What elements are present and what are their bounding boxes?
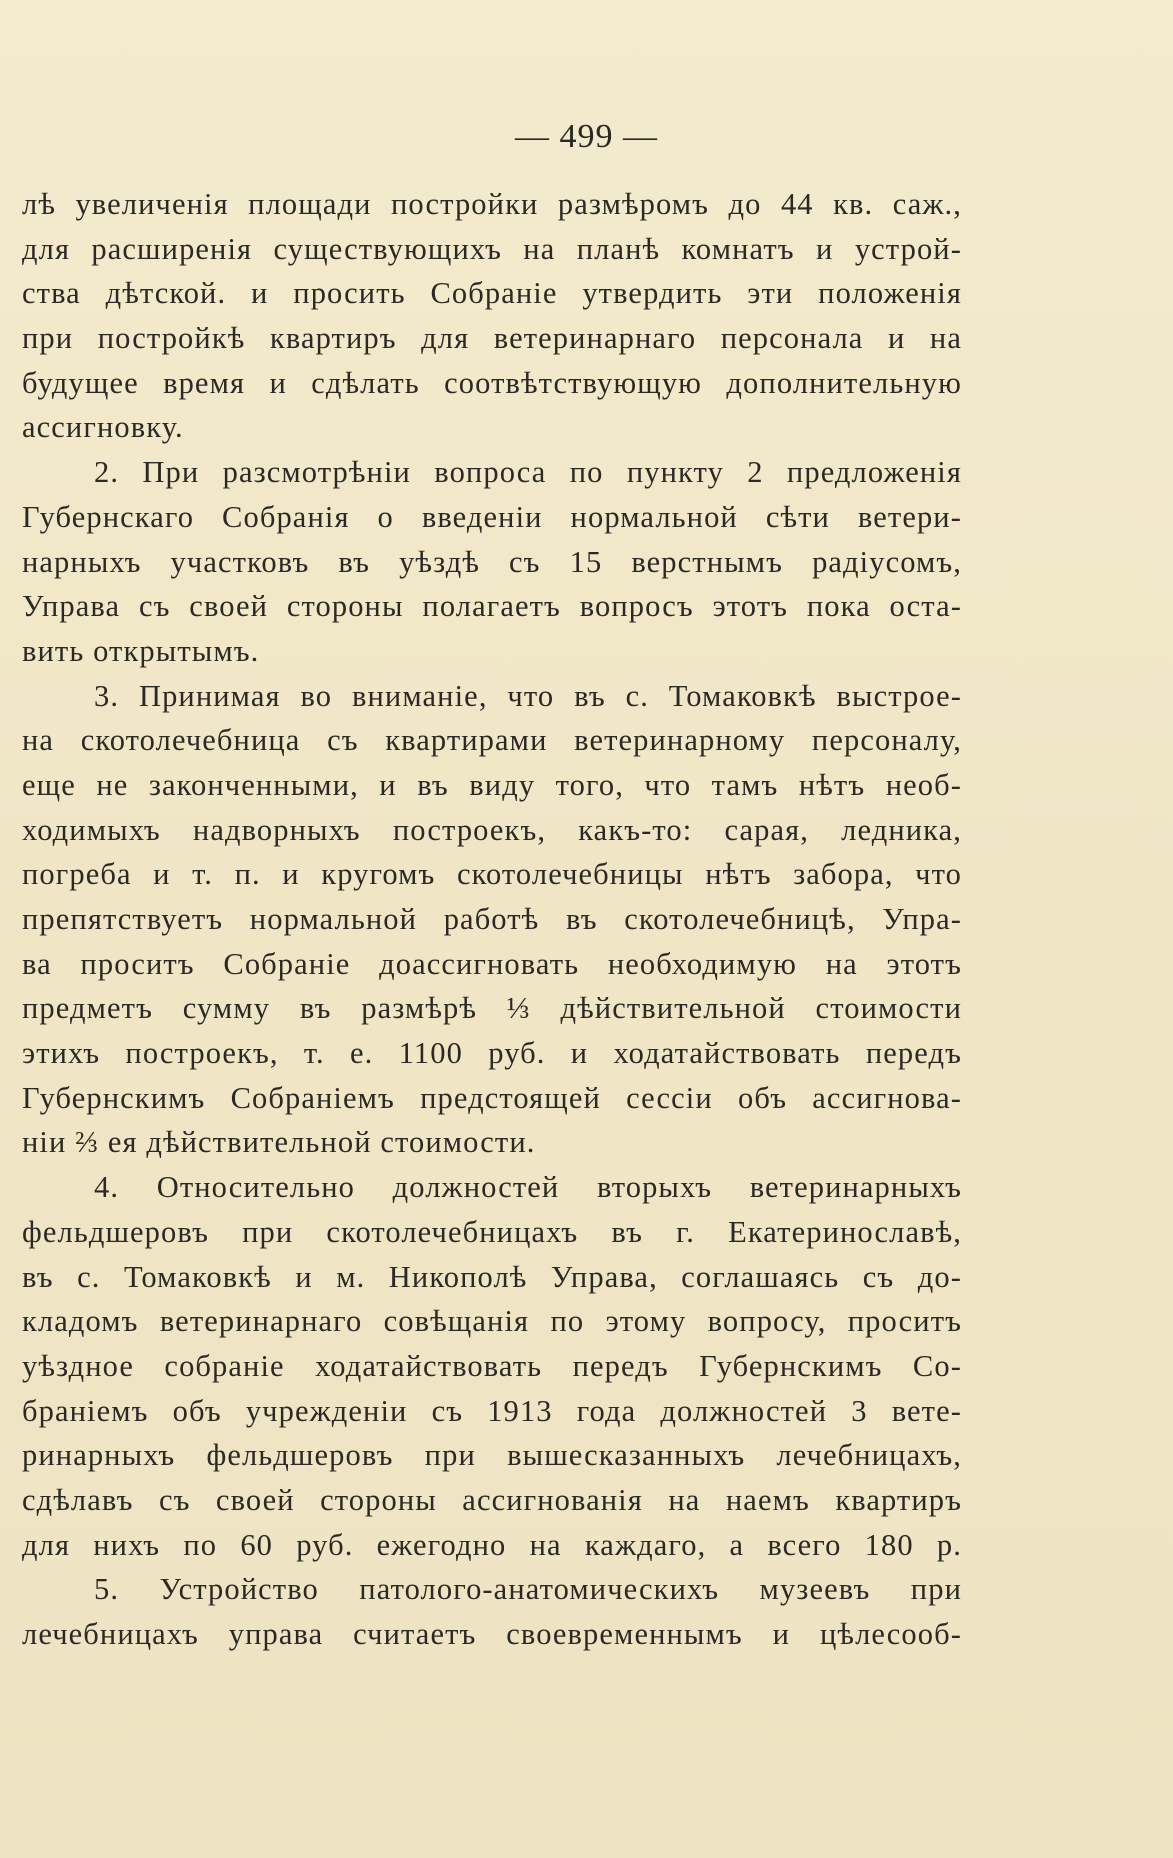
- text-line: этихъ построекъ, т. е. 1100 руб. и ходатайствовать передъ: [22, 1036, 962, 1071]
- text-line: для расширенія существующихъ на планѣ комнатъ и устрой-: [22, 231, 962, 266]
- text-line: вить открытымъ.: [22, 633, 260, 668]
- text-line: для нихъ по 60 руб. ежегодно на каждаго, а всего 180 р.: [22, 1527, 962, 1562]
- text-line: ва проситъ Собраніе доассигновать необходимую на этотъ: [22, 946, 962, 981]
- page-number: — 499 —: [515, 118, 658, 155]
- text-line: предметъ сумму въ размѣрѣ ⅓ дѣйствительной стоимости: [22, 991, 962, 1026]
- text-line: ходимыхъ надворныхъ построекъ, какъ-то: сарая, ледника,: [22, 812, 962, 847]
- text-line: сдѣлавъ съ своей стороны ассигнованія на наемъ квартиръ: [22, 1482, 962, 1517]
- text-line: на скотолечебница съ квартирами ветеринарному персоналу,: [22, 723, 962, 758]
- text-line: Управа съ своей стороны полагаетъ вопросъ этотъ пока оста-: [22, 589, 962, 624]
- text-line: 3. Принимая во вниманіе, что въ с. Томаковкѣ выстрое-: [94, 678, 962, 713]
- text-line: погреба и т. п. и кругомъ скотолечебницы нѣтъ забора, что: [22, 857, 962, 892]
- text-line: будущее время и сдѣлать соотвѣтствующую дополнительную: [22, 365, 962, 400]
- body-text: [22, 182, 962, 1657]
- text-line: ніи ⅔ ея дѣйствительной стоимости.: [22, 1125, 536, 1160]
- text-line: Губернскимъ Собраніемъ предстоящей сессіи объ ассигнова-: [22, 1080, 962, 1115]
- text-line: уѣздное собраніе ходатайствовать передъ Губернскимъ Со-: [22, 1348, 962, 1383]
- text-line: 5. Устройство патолого-анатомическихъ музеевъ при: [94, 1572, 962, 1607]
- text-line: лѣ увеличенія площади постройки размѣромъ до 44 кв. саж.,: [22, 187, 962, 221]
- text-line: еще не законченными, и въ виду того, что тамъ нѣтъ необ-: [22, 767, 962, 802]
- text-line: кладомъ ветеринарнаго совѣщанія по этому вопросу, проситъ: [22, 1304, 962, 1339]
- text-line: 4. Относительно должностей вторыхъ ветеринарныхъ: [94, 1170, 962, 1205]
- text-line: ства дѣтской. и просить Собраніе утвердить эти положенія: [22, 276, 962, 311]
- text-line: нарныхъ участковъ въ уѣздѣ съ 15 верстнымъ радіусомъ,: [22, 544, 962, 579]
- text-line: фельдшеровъ при скотолечебницахъ въ г. Екатеринославѣ,: [22, 1214, 962, 1249]
- text-line: лечебницахъ управа считаетъ своевременнымъ и цѣлесооб-: [22, 1617, 962, 1651]
- text-line: браніемъ объ учрежденіи съ 1913 года должностей 3 вете-: [22, 1393, 962, 1428]
- text-line: 2. При разсмотрѣніи вопроса по пункту 2 предложенія: [94, 455, 962, 490]
- text-line: при постройкѣ квартиръ для ветеринарнаго персонала и на: [22, 321, 962, 356]
- text-line: Губернскаго Собранія о введеніи нормальной сѣти ветери-: [22, 499, 962, 534]
- text-line: ассигновку.: [22, 410, 184, 445]
- text-line: въ с. Томаковкѣ и м. Никополѣ Управа, соглашаясь съ до-: [22, 1259, 962, 1294]
- text-line: препятствуетъ нормальной работѣ въ скотолечебницѣ, Упра-: [22, 902, 962, 936]
- text-line: ринарныхъ фельдшеровъ при вышесказанныхъ лечебницахъ,: [22, 1438, 962, 1473]
